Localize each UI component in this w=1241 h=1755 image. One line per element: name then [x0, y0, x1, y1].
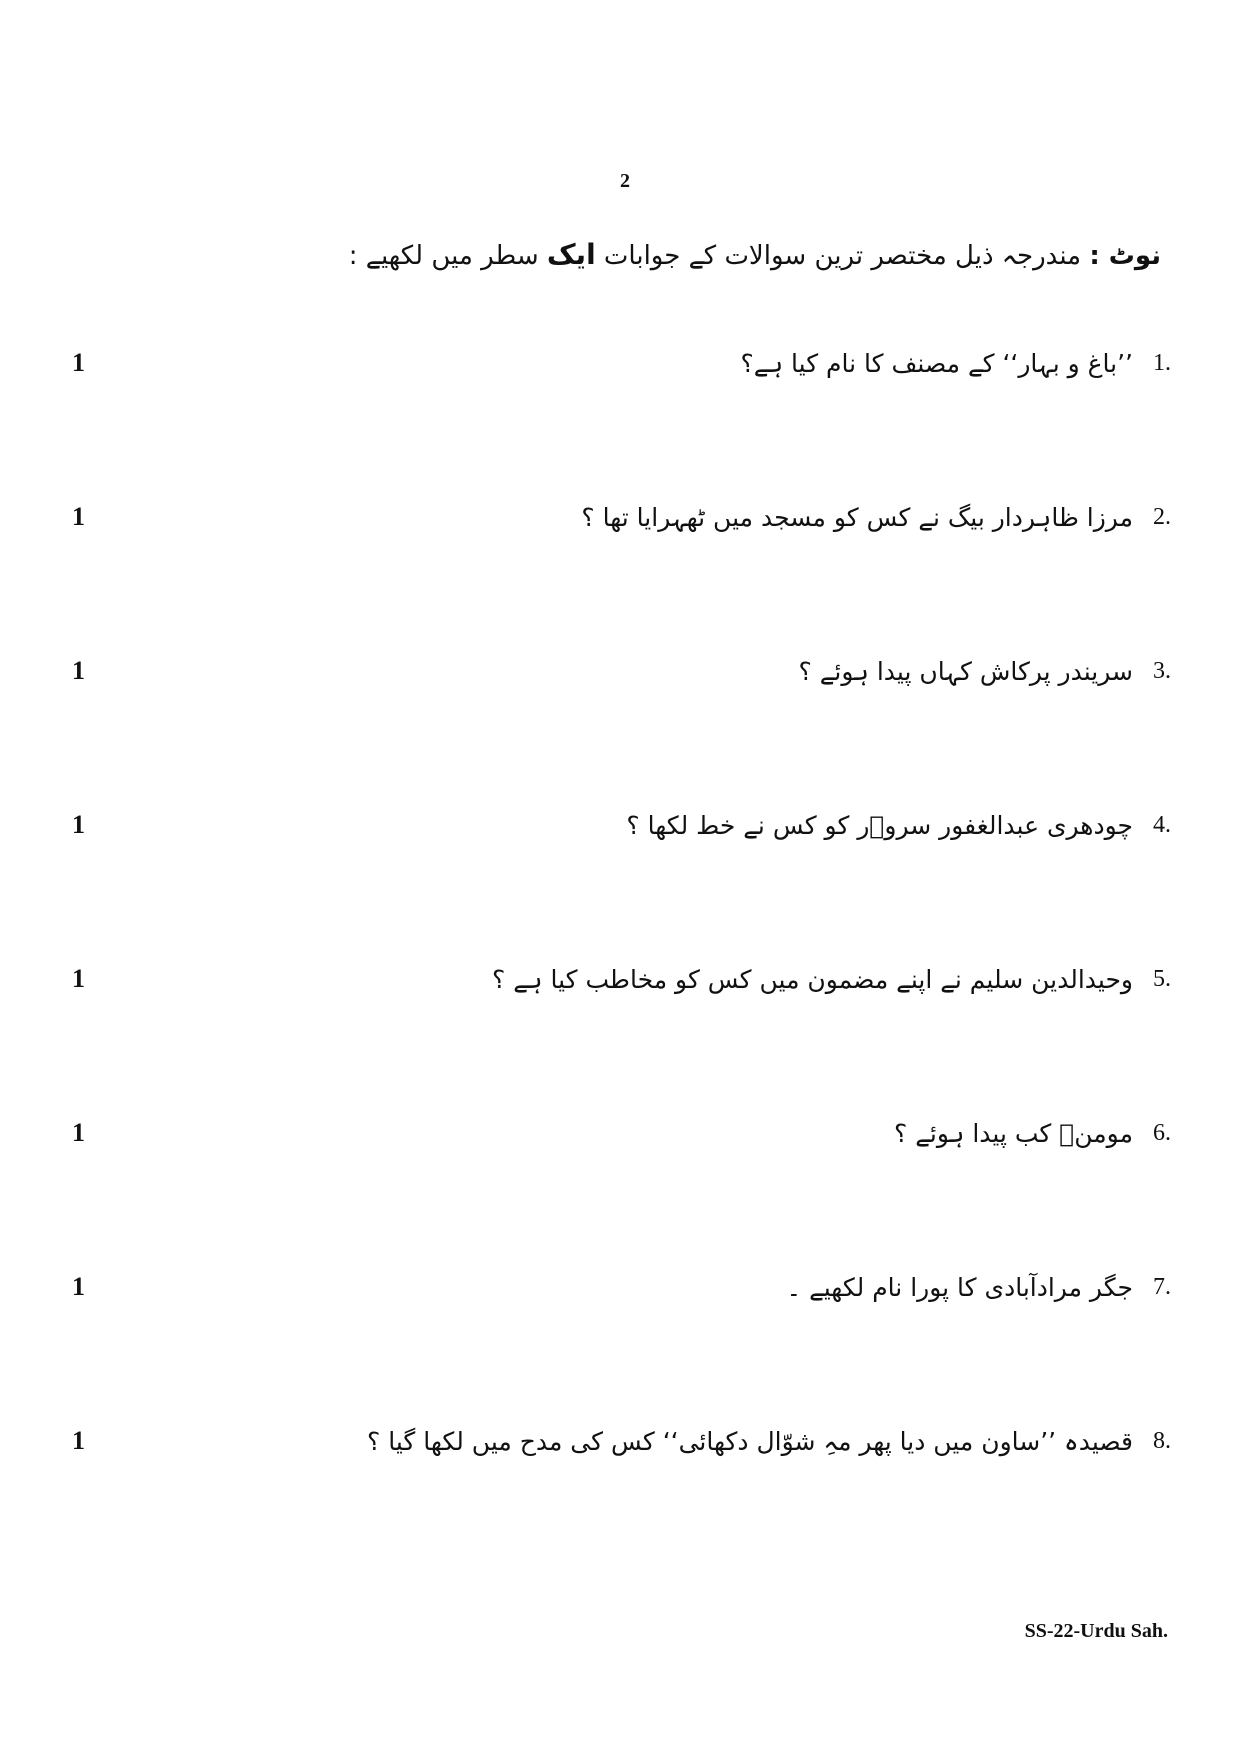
question-marks: 1: [72, 1272, 85, 1301]
question-text: قصیدہ ’’ساون میں دیا پھر مہِ شوّال دکھائی‘‘ کس کی مدح میں لکھا گیا ؟: [367, 1426, 1133, 1456]
question-marks: 1: [72, 656, 85, 685]
page-number: 2: [620, 170, 630, 192]
question-number: 1.: [1153, 349, 1171, 376]
question-text: وحیدالدین سلیم نے اپنے مضمون میں کس کو مخاطب کیا ہے ؟: [492, 964, 1133, 994]
question-marks: 1: [72, 810, 85, 839]
question-marks: 1: [72, 348, 85, 377]
question-marks: 1: [72, 1118, 85, 1147]
question-number: 7.: [1153, 1273, 1171, 1300]
question-text: مومنؔ کب پیدا ہوئے ؟: [894, 1118, 1133, 1148]
question-4: [626, 805, 1171, 845]
question-text: مرزا ظاہردار بیگ نے کس کو مسجد میں ٹھہرایا تھا ؟: [581, 502, 1133, 532]
question-text: جگر مرادآبادی کا پورا نام لکھیے ۔: [786, 1272, 1133, 1302]
question-3: [799, 651, 1172, 691]
question-number: 3.: [1153, 657, 1171, 684]
question-text: چودھری عبدالغفور سروؔر کو کس نے خط لکھا ؟: [626, 810, 1133, 840]
question-number: 8.: [1153, 1427, 1171, 1454]
question-2: [581, 497, 1171, 537]
question-marks: 1: [72, 1426, 85, 1455]
instruction-text-before: مندرجہ ذیل مختصر ترین سوالات کے جوابات: [595, 241, 1090, 271]
question-7: [787, 1267, 1171, 1307]
question-1: [741, 343, 1171, 383]
instruction-note: [349, 238, 1161, 271]
instruction-emphasis: ایک: [546, 238, 596, 271]
paper-code: SS-22-Urdu Sah.: [1024, 1620, 1168, 1642]
question-6: [894, 1113, 1171, 1153]
question-8: [367, 1421, 1171, 1461]
question-number: 4.: [1153, 811, 1171, 838]
question-number: 5.: [1153, 965, 1171, 992]
question-text: سریندر پرکاش کہاں پیدا ہوئے ؟: [798, 656, 1133, 686]
question-marks: 1: [72, 502, 85, 531]
question-5: [492, 959, 1171, 999]
question-marks: 1: [72, 964, 85, 993]
note-label: نوٹ :: [1089, 241, 1161, 271]
question-number: 2.: [1153, 503, 1171, 530]
question-number: 6.: [1153, 1119, 1171, 1146]
instruction-text-after: سطر میں لکھیے :: [348, 241, 547, 271]
question-text: ’’باغ و بہار‘‘ کے مصنف کا نام کیا ہے؟: [740, 348, 1133, 378]
